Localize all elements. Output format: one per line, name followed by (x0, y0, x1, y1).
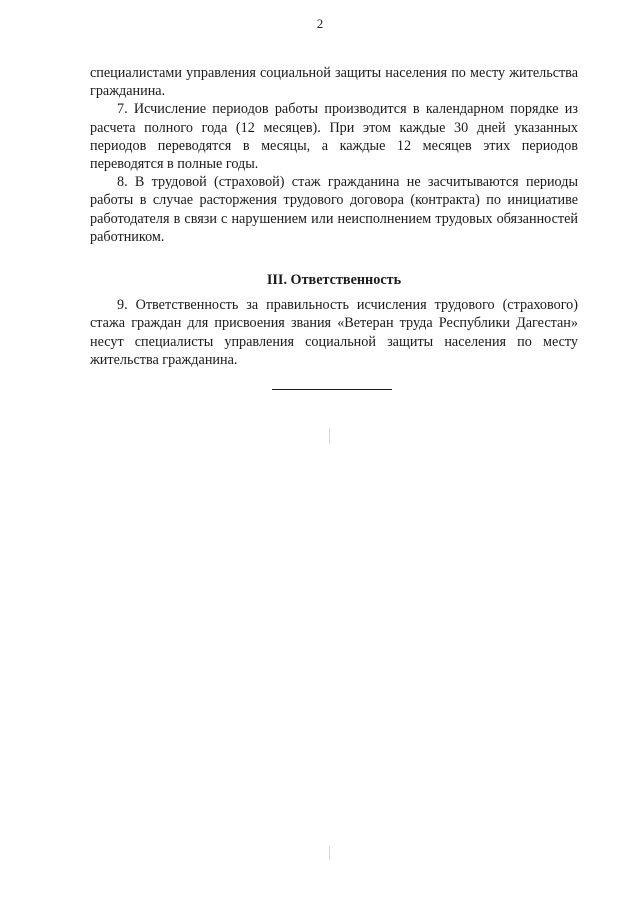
scan-mark (329, 846, 330, 860)
paragraph-9: 9. Ответственность за правильность исчисления трудового (страхового) стажа граждан для присвоения звания «Ветеран труда Республики Дагестан» несут специалисты управления социальной защиты населения по месту жительства гражданина. (90, 297, 578, 368)
paragraph-7: 7. Исчисление периодов работы производится в календарном порядке из расчета полного года (12 месяцев). При этом каждые 30 дней указанных периодов переводятся в месяцы, а каждые 12 месяцев этих периодов переводятся в полные годы. (90, 101, 578, 173)
document-body (90, 64, 578, 369)
page-number: 2 (316, 16, 324, 31)
paragraph-8: 8. В трудовой (страховой) стаж гражданина не засчитываются периоды работы в случае расторжения трудового договора (контракта) по инициативе работодателя в связи с нарушением или неисполнением трудовых обязанностей работником. (90, 174, 578, 245)
end-rule (272, 389, 392, 390)
paragraph-continuation: специалистами управления социальной защиты населения по месту жительства гражданина. (90, 65, 578, 100)
section-heading: III. Ответственность (266, 272, 402, 289)
scan-mark (329, 428, 330, 444)
